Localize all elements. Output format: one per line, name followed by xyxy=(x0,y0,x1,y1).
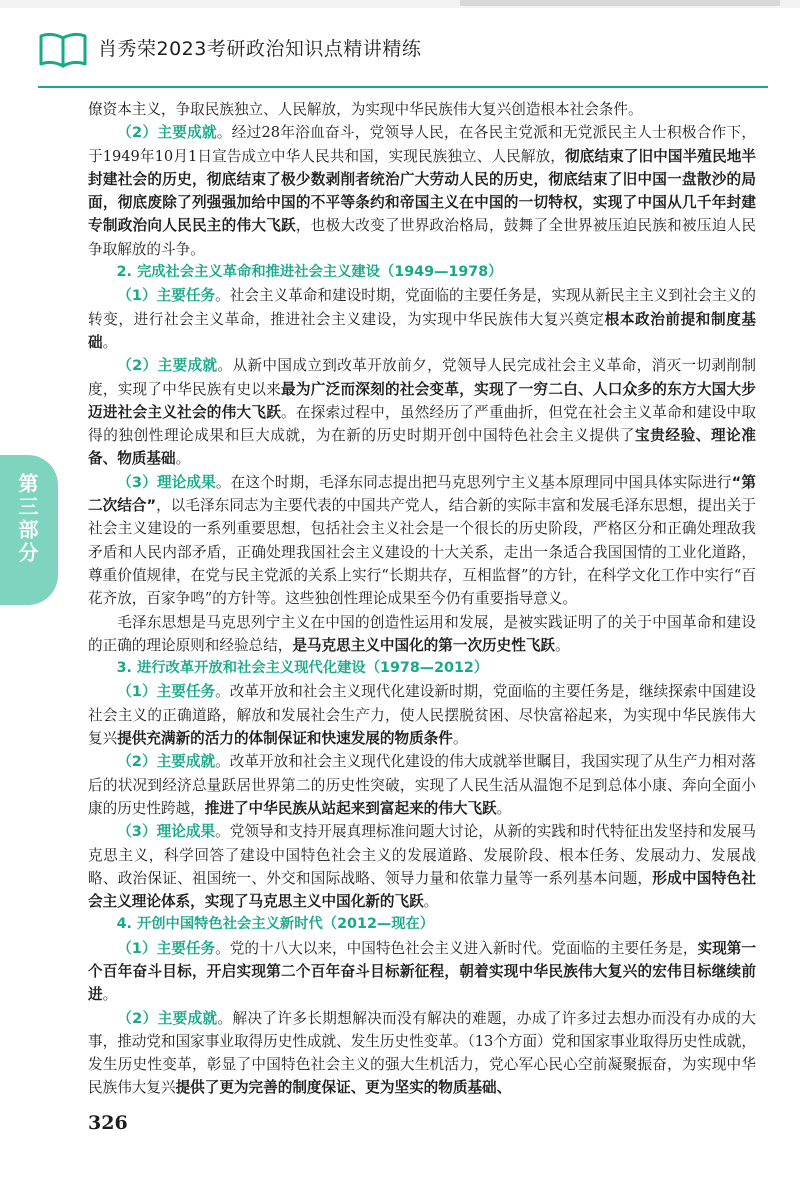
part-side-tab-label: 第三部分 xyxy=(15,473,39,565)
emphasis-text: 提供充满新的活力的体制保证和快速发展的物质条件 xyxy=(117,730,453,748)
emphasis-text: 最为广泛而深刻的社会变革，实现了一穷二白、人口众多的东方大国大步迈进社会主义社会的伟大飞跃 xyxy=(88,380,756,421)
paragraph xyxy=(88,1007,756,1100)
page-number: 326 xyxy=(88,1112,128,1134)
item-label: （3）理论成果 xyxy=(117,823,216,841)
open-book-icon xyxy=(38,30,88,70)
body-text: ，也极大改变了世界政治格局，鼓舞了全世界被压迫民族和被压迫人民争取解放的斗争。 xyxy=(88,217,756,258)
body-text: 。改革开放和社会主义现代化建设的伟大成就举世瞩目，我国实现了从生产力相对落后的状况到经济总量跃居世界第二的历史性突破，实现了人民生活从温饱不足到总体小康、奔向全面小康的历史性跨越， xyxy=(88,753,756,817)
paragraph xyxy=(88,680,756,750)
item-label: （2）主要成就 xyxy=(117,1009,218,1027)
body-text: 。解决了许多长期想解决而没有解决的难题，办成了许多过去想办而没有办成的大事，推动党和国家事业取得历史性成就、发生历史性变革。（13个方面）党和国家事业取得历史性成就，发生历史性变革，彰显了中国特色社会主义的强大生机活力，党心军心民心空前凝聚振奋，为实现中华民族伟大复兴 xyxy=(88,1009,756,1097)
part-side-tab xyxy=(0,455,58,605)
emphasis-text: 推进了中华民族从站起来到富起来的伟大飞跃 xyxy=(204,799,497,817)
body-text: 毛泽东思想是马克思列宁主义在中国的创造性运用和发展，是被实践证明了的关于中国革命和建设的正确的理论原则和经验总结， xyxy=(88,613,756,654)
body-text: 。社会主义革命和建设时期，党面临的主要任务是，实现从新民主主义到社会主义的转变，进行社会主义革命，推进社会主义建设，为实现中华民族伟大复兴奠定 xyxy=(88,287,756,328)
item-label: （2）主要成就 xyxy=(117,753,216,771)
body-text: 。 xyxy=(423,893,439,911)
section-heading: 4. 开创中国特色社会主义新时代（2012—现在） xyxy=(116,916,435,933)
running-header-strip xyxy=(460,0,780,6)
body-text: 。党的十八大以来，中国特色社会主义进入新时代。党面临的主要任务是， xyxy=(215,939,698,957)
body-text: ，以毛泽东同志为主要代表的中国共产党人，结合新的实际丰富和发展毛泽东思想，提出关于社会主义建设的一系列重要思想，包括社会主义社会是一个很长的历史阶段，严格区分和正确处理敌我矛盾和人民内部矛盾，正确处理我国社会主义建设的十大关系，走出一条适合我国国情的工业化道路，尊重价值规律，在党与民主党派的关系上实行“长期共存，互相监督”的方针，在科学文化工作中实行“百花齐放，百家争鸣”的方针等。这些独创性理论成果至今仍有重要指导意义。 xyxy=(88,497,756,608)
item-label: （1）主要任务 xyxy=(117,683,216,701)
body-text: 。 xyxy=(102,333,118,351)
body-text: 僚资本主义，争取民族独立、人民解放，为实现中华民族伟大复兴创造根本社会条件。 xyxy=(88,101,643,118)
paragraph xyxy=(88,611,756,658)
body-text: 。 xyxy=(555,636,570,654)
item-label: （3）理论成果 xyxy=(117,473,216,491)
body-text: 。在这个时期，毛泽东同志提出把马克思列宁主义基本原理同中国具体实际进行 xyxy=(215,473,732,491)
paragraph xyxy=(88,471,756,611)
emphasis-text: 提供了更为完善的制度保证、更为坚实的物质基础、 xyxy=(175,1079,512,1097)
body-text: 。 xyxy=(452,730,468,748)
body-text: 。在探索过程中，虽然经历了严重曲折，但党在社会主义革命和建设中取得的独创性理论成果和巨大成就，为在新的历史时期开创中国特色社会主义提供了 xyxy=(88,403,756,445)
emphasis-text: 实现第一个百年奋斗目标，开启实现第二个百年奋斗目标新征程，朝着实现中华民族伟大复兴的宏伟目标继续前进 xyxy=(88,939,756,1004)
paragraph xyxy=(88,354,756,470)
emphasis-text: 根本政治前提和制度基础 xyxy=(88,310,756,351)
body-text: 。 xyxy=(175,450,191,468)
body-text: 。改革开放和社会主义现代化建设新时期，党面临的主要任务是，继续探索中国建设社会主义的正确道路，解放和发展社会生产力，使人民摆脱贫困、尽快富裕起来，为实现中华民族伟大复兴 xyxy=(88,683,756,748)
body-text: 。经过28年浴血奋斗，党领导人民，在各民主党派和无党派民主人士积极合作下，于1949年10月1日宣告成立中华人民共和国，实现民族独立、人民解放， xyxy=(88,124,757,165)
paragraph xyxy=(88,750,756,820)
section-heading: 3. 进行改革开放和社会主义现代化建设（1978—2012） xyxy=(116,660,489,677)
body-text: 。 xyxy=(102,986,118,1004)
section-heading: 2. 完成社会主义革命和推进社会主义建设（1949—1978） xyxy=(116,264,503,281)
top-scan-strip xyxy=(0,0,800,8)
paragraph xyxy=(88,937,756,1007)
item-label: （1）主要任务 xyxy=(117,939,216,957)
item-label: （1）主要任务 xyxy=(117,287,216,305)
page-body xyxy=(88,98,756,1100)
paragraph xyxy=(88,284,756,354)
emphasis-text: 宝贵经验、理论准备、物质基础 xyxy=(88,427,756,468)
item-label: （2）主要成就 xyxy=(117,124,217,142)
paragraph xyxy=(88,820,756,913)
book-title: 肖秀荣2023考研政治知识点精讲精练 xyxy=(98,38,422,60)
paragraph xyxy=(88,121,756,261)
body-text: 。 xyxy=(496,799,512,817)
emphasis-text: 是马克思主义中国化的第一次历史性飞跃 xyxy=(292,636,556,654)
emphasis-text: 彻底结束了旧中国半殖民地半封建社会的历史，彻底结束了极少数剥削者统治广大劳动人民的历史，彻底结束了旧中国一盘散沙的局面，彻底废除了列强强加给中国的不平等条约和帝国主义在中国的一切特权，实现了中国从几千年封建专制政治向人民民主的伟大飞跃 xyxy=(88,147,756,235)
paragraph xyxy=(88,98,756,121)
body-text: 。党领导和支持开展真理标准问题大讨论，从新的实践和时代特征出发坚持和发展马克思主义，科学回答了建设中国特色社会主义的发展道路、发展阶段、根本任务、发展动力、发展战略、政治保证、祖国统一、外交和国际战略、领导力量和依靠力量等一系列基本问题， xyxy=(88,823,756,887)
emphasis-text: 形成中国特色社会主义理论体系，实现了马克思主义中国化新的飞跃 xyxy=(88,869,756,911)
item-label: （2）主要成就 xyxy=(117,357,218,375)
emphasis-text: “第二次结合” xyxy=(88,473,756,515)
body-text: 。从新中国成立到改革开放前夕，党领导人民完成社会主义革命，消灭一切剥削制度，实现了中华民族有史以来 xyxy=(88,357,756,398)
page-header xyxy=(38,26,768,88)
